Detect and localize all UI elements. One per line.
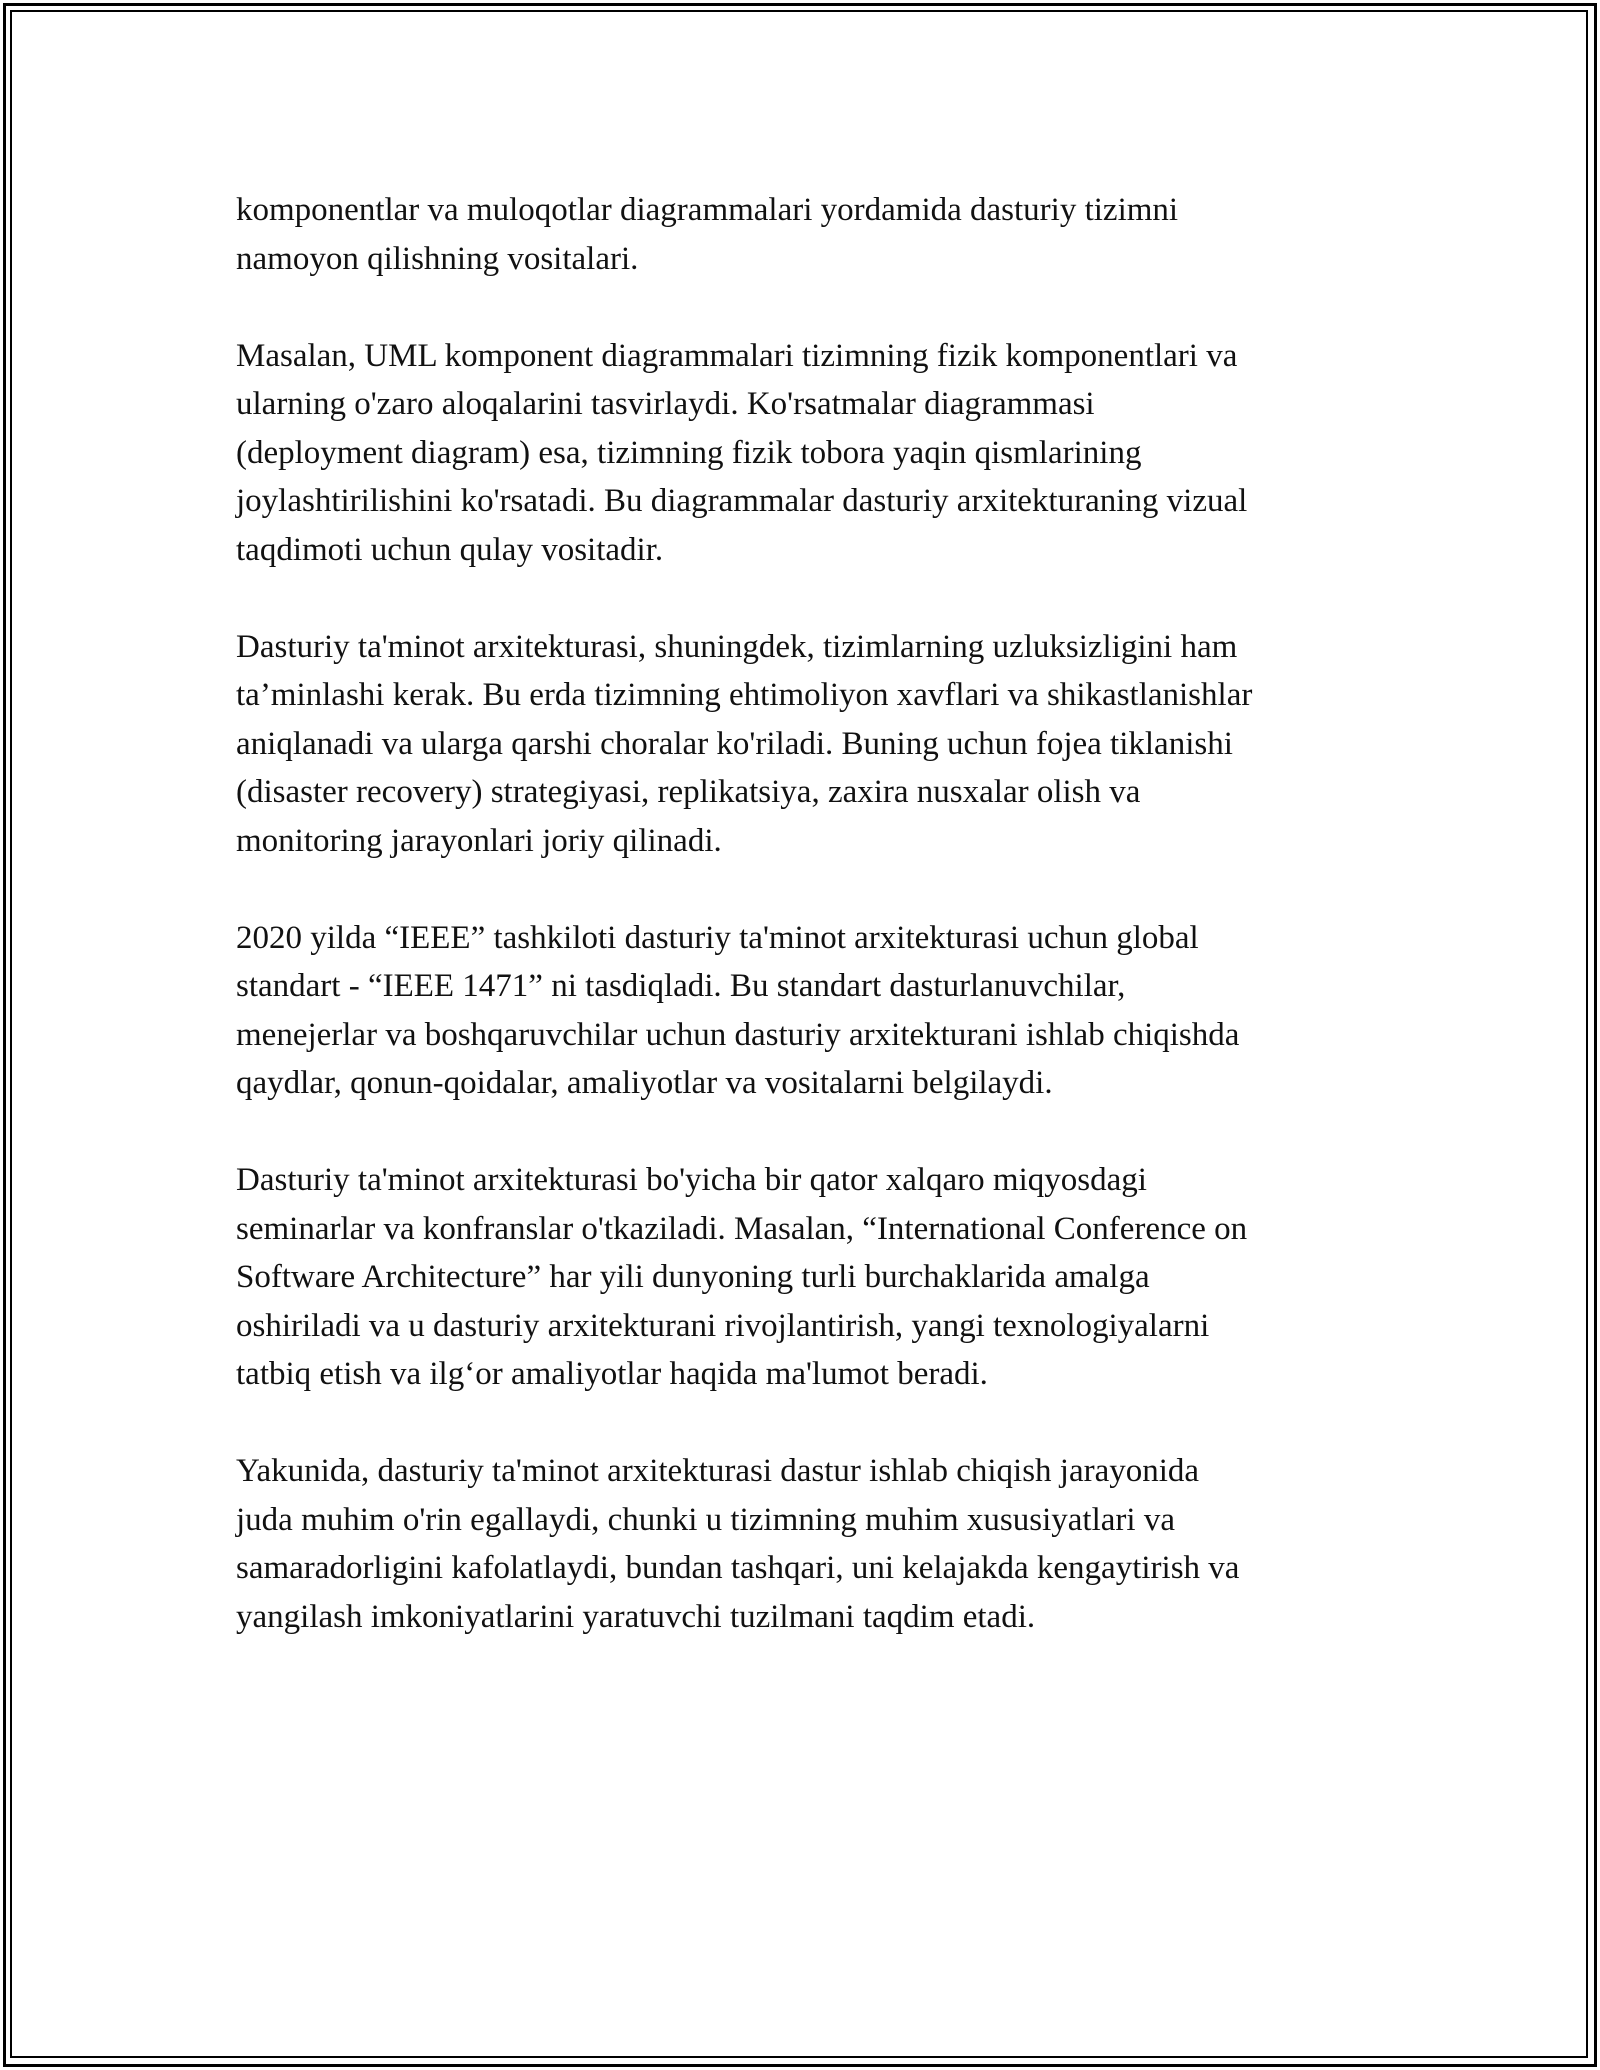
paragraph-3 <box>236 623 1386 866</box>
text-line: qaydlar, qonun-qoidalar, amaliyotlar va vositalarni belgilaydi. <box>236 1065 1053 1101</box>
text-line: 2020 yilda “IEEE” tashkiloti dasturiy ta'minot arxitekturasi uchun global <box>236 919 1199 956</box>
text-line: komponentlar va muloqotlar diagrammalari yordamida dasturiy tizimni <box>236 192 1179 228</box>
text-line: joylashtirilishini ko'rsatadi. Bu diagrammalar dasturiy arxitekturaning vizual <box>236 483 1248 519</box>
document-body <box>236 186 1386 1690</box>
paragraph-5 <box>236 1156 1386 1399</box>
text-line: yangilash imkoniyatlarini yaratuvchi tuzilmani taqdim etadi. <box>236 1598 1036 1635</box>
text-line: aniqlanadi va ularga qarshi choralar ko'riladi. Buning uchun fojea tiklanishi <box>236 725 1233 762</box>
paragraph-1 <box>236 186 1386 283</box>
text-line: Dasturiy ta'minot arxitekturasi, shuningdek, tizimlarning uzluksizligini ham <box>236 628 1238 665</box>
paragraph-4 <box>236 914 1386 1108</box>
text-line: seminarlar va konfranslar o'tkaziladi. Masalan, “International Conference on <box>236 1210 1248 1247</box>
text-line: ularning o'zaro aloqalarini tasvirlaydi. Ko'rsatmalar diagrammasi <box>236 386 1095 422</box>
text-line: Yakunida, dasturiy ta'minot arxitekturasi dastur ishlab chiqish jarayonida <box>236 1453 1200 1489</box>
text-line: juda muhim o'rin egallaydi, chunki u tizimning muhim xususiyatlari va <box>236 1501 1175 1538</box>
text-line: standart - “IEEE 1471” ni tasdiqladi. Bu standart dasturlanuvchilar, <box>236 968 1126 1004</box>
text-line: (deployment diagram) esa, tizimning fizik tobora yaqin qismlarining <box>236 434 1142 471</box>
text-line: namoyon qilishning vositalari. <box>236 240 639 277</box>
text-line: Dasturiy ta'minot arxitekturasi bo'yicha bir qator xalqaro miqyosdagi <box>236 1162 1147 1198</box>
text-line: Masalan, UML komponent diagrammalari tizimning fizik komponentlari va <box>236 337 1238 374</box>
text-line: samaradorligini kafolatlaydi, bundan tashqari, uni kelajakda kengaytirish va <box>236 1550 1240 1586</box>
text-line: ta’minlashi kerak. Bu erda tizimning ehtimoliyon xavflari va shikastlanishlar <box>236 677 1253 713</box>
text-line: oshiriladi va u dasturiy arxitekturani rivojlantirish, yangi texnologiyalarni <box>236 1307 1210 1344</box>
text-line: (disaster recovery) strategiyasi, replikatsiya, zaxira nusxalar olish va <box>236 774 1141 810</box>
text-line: menejerlar va boshqaruvchilar uchun dasturiy arxitekturani ishlab chiqishda <box>236 1016 1240 1053</box>
paragraph-2 <box>236 332 1386 575</box>
text-line: Software Architecture” har yili dunyoning turli burchaklarida amalga <box>236 1259 1150 1295</box>
text-line: tatbiq etish va ilg‘or amaliyotlar haqida ma'lumot beradi. <box>236 1356 988 1392</box>
text-line: taqdimoti uchun qulay vositadir. <box>236 531 664 568</box>
paragraph-6 <box>236 1447 1386 1641</box>
text-line: monitoring jarayonlari joriy qilinadi. <box>236 822 722 859</box>
